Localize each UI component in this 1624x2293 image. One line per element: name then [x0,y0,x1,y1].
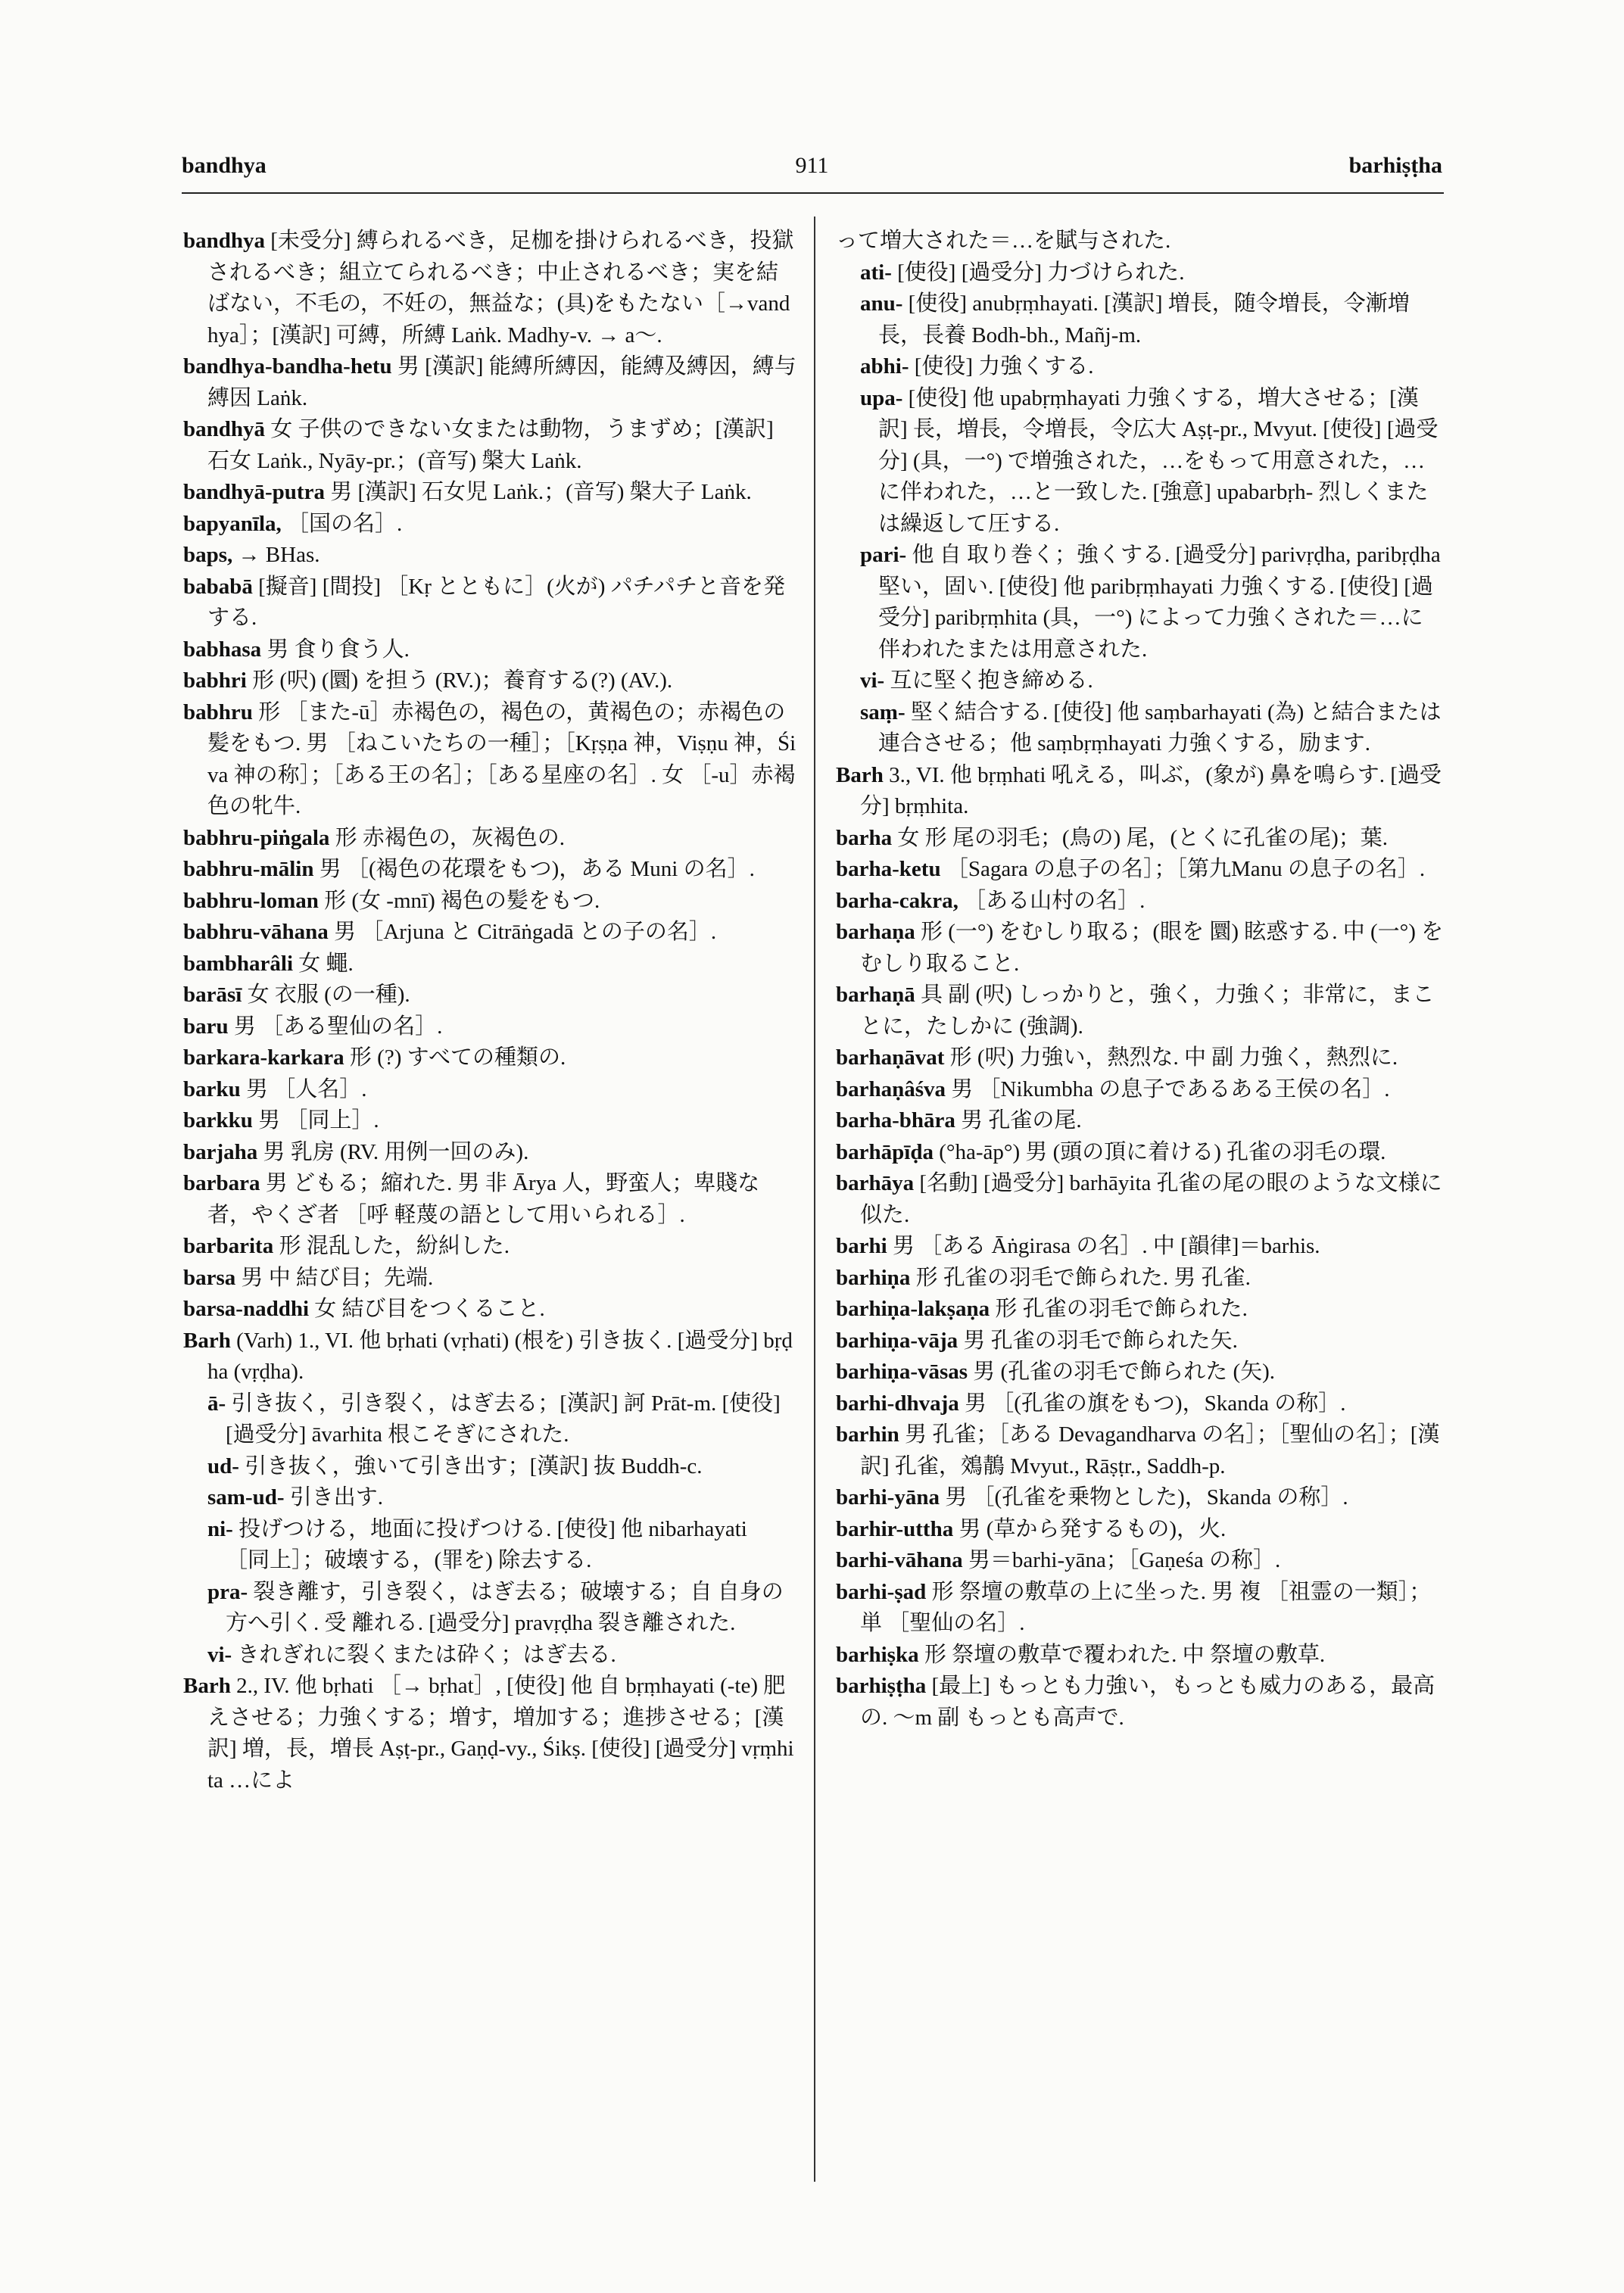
entry-definition: 男 (草から発するもの)，火. [953,1516,1227,1541]
entry-definition: 形 (呎) 力強い，熱烈な. 中 副 力強く，熱烈に. [944,1045,1398,1070]
entry-definition: 女 蠅. [293,951,354,976]
entry-definition: 形 (?) すべての種類の. [344,1045,566,1070]
entry-headword: barhiṇa-vāja [836,1328,959,1353]
dictionary-entry [183,949,796,980]
dictionary-entry [183,1671,796,1796]
entry-definition: 男 ［(褐色の花環をもつ)，ある Muni の名］. [313,857,755,881]
entry-headword: ati- [860,260,892,285]
page-header [182,136,1442,189]
entry-headword: barhiṣṭha [836,1674,927,1698]
entry-headword: vi- [860,668,885,693]
entry-headword: barhiṇa-lakṣaṇa [836,1297,990,1321]
dictionary-entry [183,1388,796,1451]
entry-headword: baps, [183,543,233,567]
entry-headword: barhin [836,1422,899,1447]
dictionary-entry [836,1577,1445,1640]
entry-headword: Barh [836,762,884,787]
dictionary-entry [836,1388,1445,1420]
entry-definition: [使役] [過受分] 力づけられた. [891,260,1185,285]
dictionary-entry [183,1640,796,1671]
entry-definition: 男 ［(孔雀の旗をもつ)，Skanda の称］. [959,1391,1346,1416]
dictionary-entry [183,226,796,351]
entry-headword: babhru [183,699,253,724]
dictionary-entry [836,1482,1445,1514]
entry-definition: 女 形 尾の羽毛；(鳥の) 尾，(とくに孔雀の尾)；葉. [892,825,1389,850]
entry-headword: barhi-ṣad [836,1579,927,1604]
entry-headword: barjaha [183,1139,258,1164]
entry-definition: [使役] 力強くする. [909,354,1094,379]
entry-definition: 形 (女 -mnī) 褐色の髪をもつ. [318,888,600,913]
entry-headword: barbara [183,1171,260,1195]
entry-headword: barhiṇa [836,1265,911,1290]
entry-definition: 投げつける，地面に投げつける. [使役] 他 nibarhayati ［同上］；破壊する，(罪を) 除去する. [226,1516,747,1572]
dictionary-entry [183,1231,796,1263]
entry-definition: [擬音] [間投] ［Kṛ とともに］(火が) パチパチと音を発する. [207,574,785,630]
entry-headword: upa- [860,385,903,410]
dictionary-entry [183,1451,796,1483]
dictionary-entry [836,1105,1445,1137]
dictionary-entry [836,1231,1445,1263]
dictionary-entry [836,1419,1445,1482]
dictionary-entry [183,980,796,1011]
entry-headword: barhi-dhvaja [836,1391,959,1416]
header-rule [182,192,1444,194]
dictionary-entry [183,1137,796,1169]
entry-definition: 男 ［Nikumbha の息子であるある王侯の名］. [946,1076,1390,1101]
dictionary-entry [836,1137,1445,1169]
dictionary-entry [183,665,796,697]
entry-definition: [使役] 他 upabṛṃhayati 力強くする，増大させる；[漢訳] 長，増長，令増長，令広大 Aṣṭ-pr., Mvyut. [使役] [過受分] (具，一°) で増強された，…をもって用意された，…に伴われた，…と一致した. [強意] upabarbṛh- 烈しくまたは繰返して圧する. [878,385,1439,536]
entry-definition: [最上] もっとも力強い，もっとも威力のある，最高の. ～m 副 もっとも高声で. [860,1674,1435,1730]
entry-headword: babhru-mālin [183,857,314,881]
dictionary-entry [836,383,1445,541]
entry-definition: 女 結び目をつくること. [309,1297,545,1321]
entry-definition: 形 (呎) (圜) を担う (RV.)；養育する(?) (AV.). [246,668,673,693]
entry-headword: bandhya-bandha-hetu [183,354,392,379]
entry-headword: babhru-piṅgala [183,825,330,850]
entry-definition: → BHas. [232,543,320,567]
entry-definition: 形 孔雀の羽毛で飾られた. 男 孔雀. [910,1265,1251,1290]
dictionary-entry [836,886,1445,918]
dictionary-entry [836,1545,1445,1577]
entry-definition: [名動] [過受分] barhāyita 孔雀の尾の眼のような文様に似た. [860,1171,1442,1227]
entry-headword: bambharâli [183,951,294,976]
entry-headword: barhaṇâśva [836,1076,946,1101]
entry-headword: barhi [836,1234,887,1258]
dictionary-entry [183,1294,796,1326]
dictionary-entry [183,1011,796,1043]
entry-definition: 男 ［ある Āṅgirasa の名］. 中 [韻律]＝barhis. [887,1234,1320,1258]
entry-definition: 男 どもる；縮れた. 男 非 Ārya 人，野蛮人；卑賤な者，やくざ者 ［呼 軽蔑の語として用いられる］. [207,1171,760,1227]
dictionary-entry [183,917,796,949]
entry-headword: bandhyā-putra [183,480,325,504]
entry-headword: bandhyā [183,417,266,441]
entry-headword: barkara-karkara [183,1045,344,1070]
entry-headword: barku [183,1076,241,1101]
entry-headword: anu- [860,291,903,316]
entry-definition: [使役] anubṛṃhayati. [漢訳] 増長，随令増長，令漸増長，長養 Bodh-bh., Mañj-m. [878,291,1410,347]
dictionary-entry [836,1671,1445,1734]
left-column [183,226,796,1796]
entry-headword: barhiṇa-vāsas [836,1360,968,1384]
dictionary-entry [836,1042,1445,1074]
entry-definition: 引き抜く，引き裂く，はぎ去る；[漢訳] 訶 Prāt-m. [使役] [過受分] āvarhita 根こそぎにされた. [226,1391,781,1447]
dictionary-entry [836,1357,1445,1388]
entry-headword: barhaṇāvat [836,1045,945,1070]
entry-headword: Barh [183,1674,231,1698]
entry-headword: pra- [207,1579,248,1604]
entry-definition: 男 ［(孔雀を乗物とした)，Skanda の称］. [939,1485,1348,1509]
entry-headword: barhaṇā [836,983,915,1007]
running-head-right: barhiṣṭha [1348,153,1442,178]
entry-headword: barha-cakra, [836,888,959,913]
dictionary-entry [183,509,796,541]
entry-headword: barhi-yāna [836,1485,940,1509]
entry-definition: ［Sagara の息子の名］；［第九Manu の息子の名］. [940,857,1426,881]
entry-definition: 男 孔雀の尾. [955,1108,1082,1132]
dictionary-entry [836,760,1445,823]
dictionary-entry [183,1074,796,1106]
entry-headword: barha-bhāra [836,1108,955,1132]
entry-definition: 2., IV. 他 bṛhati ［→ bṛhat］, [使役] 他 自 bṛṃhayati (-te) 肥えさせる；力強くする；増す，増加する；進捗させる；[漢訳] 増，長，増長 Aṣṭ-pr., Gaṇḍ-vy., Śikṣ. [使役] [過受分] vṛṃhita …によ [207,1674,794,1793]
entry-definition: 男 孔雀；［ある Devagandharva の名］；［聖仙の名］；[漢訳] 孔雀，鵁鶄 Mvyut., Rāṣṭr., Saddh-p. [860,1422,1440,1478]
entry-definition: 男 [漢訳] 能縛所縛因，能縛及縛因，縛与縛因 Laṅk. [207,354,796,410]
entry-headword: barbarita [183,1234,274,1258]
entry-definition: 具 副 (呎) しっかりと，強く，力強く；非常に，まことに，たしかに (強調). [860,983,1435,1039]
dictionary-entry [183,1514,796,1577]
entry-definition: きれぎれに裂くまたは砕く；はぎ去る. [232,1642,616,1667]
entry-headword: barhi-vāhana [836,1548,963,1572]
entry-headword: barhāpīḍa [836,1139,934,1164]
entry-definition: 引き出す. [284,1485,384,1509]
entry-headword: barsa-naddhi [183,1297,310,1321]
entry-definition: 他 自 取り巻く；強くする. [過受分] parivṛḍha, paribṛḍha 堅い，固い. [使役] 他 paribṛṃhayati 力強くする. [使役] [過受分] paribṛṃhita (具，一°) によって力強くされた＝…に伴われたまたは用意された. [878,543,1441,662]
dictionary-entry [836,1326,1445,1357]
entry-headword: babhasa [183,637,262,662]
entry-headword: babhri [183,668,247,693]
entry-definition: 互に堅く抱き締める. [884,668,1093,693]
dictionary-entry [183,1482,796,1514]
entry-definition: 形 赤褐色の，灰褐色の. [329,825,566,850]
entry-definition: 裂き離す，引き裂く，はぎ去る；破壊する；自 自身の方へ引く. 受 離れる. [過受分] pravṛḍha 裂き離された. [226,1579,784,1635]
entry-headword: barhāya [836,1171,915,1195]
dictionary-entry [836,854,1445,886]
dictionary-entry [836,1514,1445,1546]
dictionary-entry [836,697,1445,760]
entry-definition: 女 衣服 (の一種). [242,983,410,1007]
entry-definition: (°ha-āp°) 男 (頭の頂に着ける) 孔雀の羽毛の環. [933,1139,1386,1164]
entry-definition: 3., VI. 他 bṛṃhati 吼える，叫ぶ，(象が) 鼻を鳴らす. [過受分] bṛṃhita. [860,762,1442,818]
dictionary-entry [183,572,796,634]
entry-definition: 形 (一°) をむしり取る；(眼を 圜) 眩惑する. 中 (一°) をむしり取ること. [860,920,1444,976]
entry-headword: saṃ- [860,699,906,724]
entry-definition: (Varh) 1., VI. 他 bṛhati (vṛhati) (根を) 引き抜く. [過受分] bṛḍha (vṛḍha). [207,1328,793,1384]
entry-headword: babhru-vāhana [183,920,329,944]
dictionary-entry [836,917,1445,980]
entry-headword: pari- [860,543,907,567]
dictionary-entry [836,1294,1445,1326]
right-column [836,226,1445,1734]
dictionary-entry [183,1326,796,1388]
entry-definition: 形 混乱した，紛糾した. [273,1234,510,1258]
dictionary-entry [836,980,1445,1042]
running-head-left: bandhya [182,153,267,178]
entry-definition: 男 食り食う人. [261,637,410,662]
dictionary-entry [836,1640,1445,1671]
entry-definition: 引き抜く，強いて引き出す；[漢訳] 抜 Buddh-c. [238,1453,703,1478]
entry-headword: barsa [183,1265,236,1290]
entry-headword: barhaṇa [836,920,915,944]
dictionary-entry [836,540,1445,665]
dictionary-entry [183,1105,796,1137]
entry-definition: 男＝barhi-yāna；［Gaṇeśa の称］. [962,1548,1281,1572]
dictionary-entry [183,1042,796,1074]
entry-headword: Barh [183,1328,231,1353]
entry-definition: 男 ［Arjuna と Citrāṅgadā との子の名］. [328,920,717,944]
entry-definition: 男 乳房 (RV. 用例一回のみ). [257,1139,529,1164]
entry-definition: 男 ［同上］. [252,1108,379,1132]
entry-headword: bapyanīla, [183,511,282,536]
dictionary-entry [183,1168,796,1231]
dictionary-entry [836,257,1445,289]
entry-definition: 男 (孔雀の羽毛で飾られた (矢). [968,1360,1276,1384]
entry-headword: barāsī [183,983,242,1007]
entry-definition: 女 子供のできない女または動物，うまずめ；[漢訳] 石女 Laṅk., Nyāy-pr.；(音写) 槃大 Laṅk. [207,417,774,473]
dictionary-entry [836,1263,1445,1294]
entry-definition: 男 孔雀の羽毛で飾られた矢. [958,1328,1238,1353]
entry-definition: 形 祭壇の敷草の上に坐った. 男 複 ［祖霊の一類］；単 ［聖仙の名］. [860,1579,1432,1635]
entry-definition: 形 ［また-ū］赤褐色の，褐色の，黄褐色の；赤褐色の髪をもつ. 男 ［ねこいたちの一種］；［Kṛṣṇa 神，Viṣṇu 神，Śiva 神の称］；［ある王の名］；［ある星座の名］. 女 ［-u］赤褐色の牝牛. [207,699,796,818]
entry-headword: barhiṣka [836,1642,919,1667]
entry-headword: ud- [207,1453,239,1478]
dictionary-entry [183,477,796,509]
entry-headword: barha-ketu [836,857,941,881]
dictionary-entry [183,823,796,855]
dictionary-entry [836,288,1445,351]
entry-definition: って増大された＝…を賦与された. [836,229,1171,253]
dictionary-entry [836,351,1445,383]
dictionary-entry [183,886,796,918]
dictionary-entry [836,1074,1445,1106]
column-divider [814,217,815,2182]
page-number: 911 [795,153,829,178]
entry-definition: 男 ［人名］. [240,1076,367,1101]
entry-definition: 男 中 結び目；先端. [235,1265,434,1290]
entry-headword: barhir-uttha [836,1516,954,1541]
entry-definition: 男 ［ある聖仙の名］. [228,1014,443,1039]
dictionary-entry [183,540,796,572]
dictionary-entry [836,665,1445,697]
dictionary-entry [183,1577,796,1640]
dictionary-entry [183,1263,796,1294]
dictionary-entry [183,697,796,823]
entry-headword: barha [836,825,893,850]
dictionary-entry [183,351,796,414]
entry-headword: babhru-loman [183,888,319,913]
entry-definition: 形 孔雀の羽毛で飾られた. [990,1297,1248,1321]
entry-headword: ni- [207,1516,233,1541]
entry-headword: sam-ud- [207,1485,285,1509]
entry-definition: 堅く結合する. [使役] 他 saṃbarhayati (為) と結合または連合させる；他 saṃbṛṃhayati 力強くする，励ます. [878,699,1442,756]
dictionary-entry [183,634,796,666]
entry-definition: ［ある山村の名］. [958,888,1146,913]
entry-definition: 形 祭壇の敷草で覆われた. 中 祭壇の敷草. [918,1642,1326,1667]
dictionary-entry [183,854,796,886]
entry-headword: barkku [183,1108,253,1132]
entry-headword: vi- [207,1642,232,1667]
entry-headword: bababā [183,574,253,599]
dictionary-entry [183,414,796,477]
entry-headword: ā- [207,1391,226,1416]
entry-definition: 男 [漢訳] 石女児 Laṅk.；(音写) 槃大子 Laṅk. [324,480,752,504]
entry-definition: ［国の名］. [281,511,403,536]
entry-headword: abhi- [860,354,909,379]
dictionary-entry [836,823,1445,855]
entry-headword: bandhya [183,229,266,253]
dictionary-entry [836,1168,1445,1231]
dictionary-entry [836,226,1445,257]
entry-headword: baru [183,1014,229,1039]
entry-definition: [未受分] 縛られるべき，足枷を掛けられるべき，投獄されるべき；組立てられるべき；中止されるべき；実を結ばない，不毛の，不妊の，無益な；(具)をもたない［→vandhya］；[漢訳] 可縛，所縛 Laṅk. Madhy-v. → a～. [207,229,794,347]
